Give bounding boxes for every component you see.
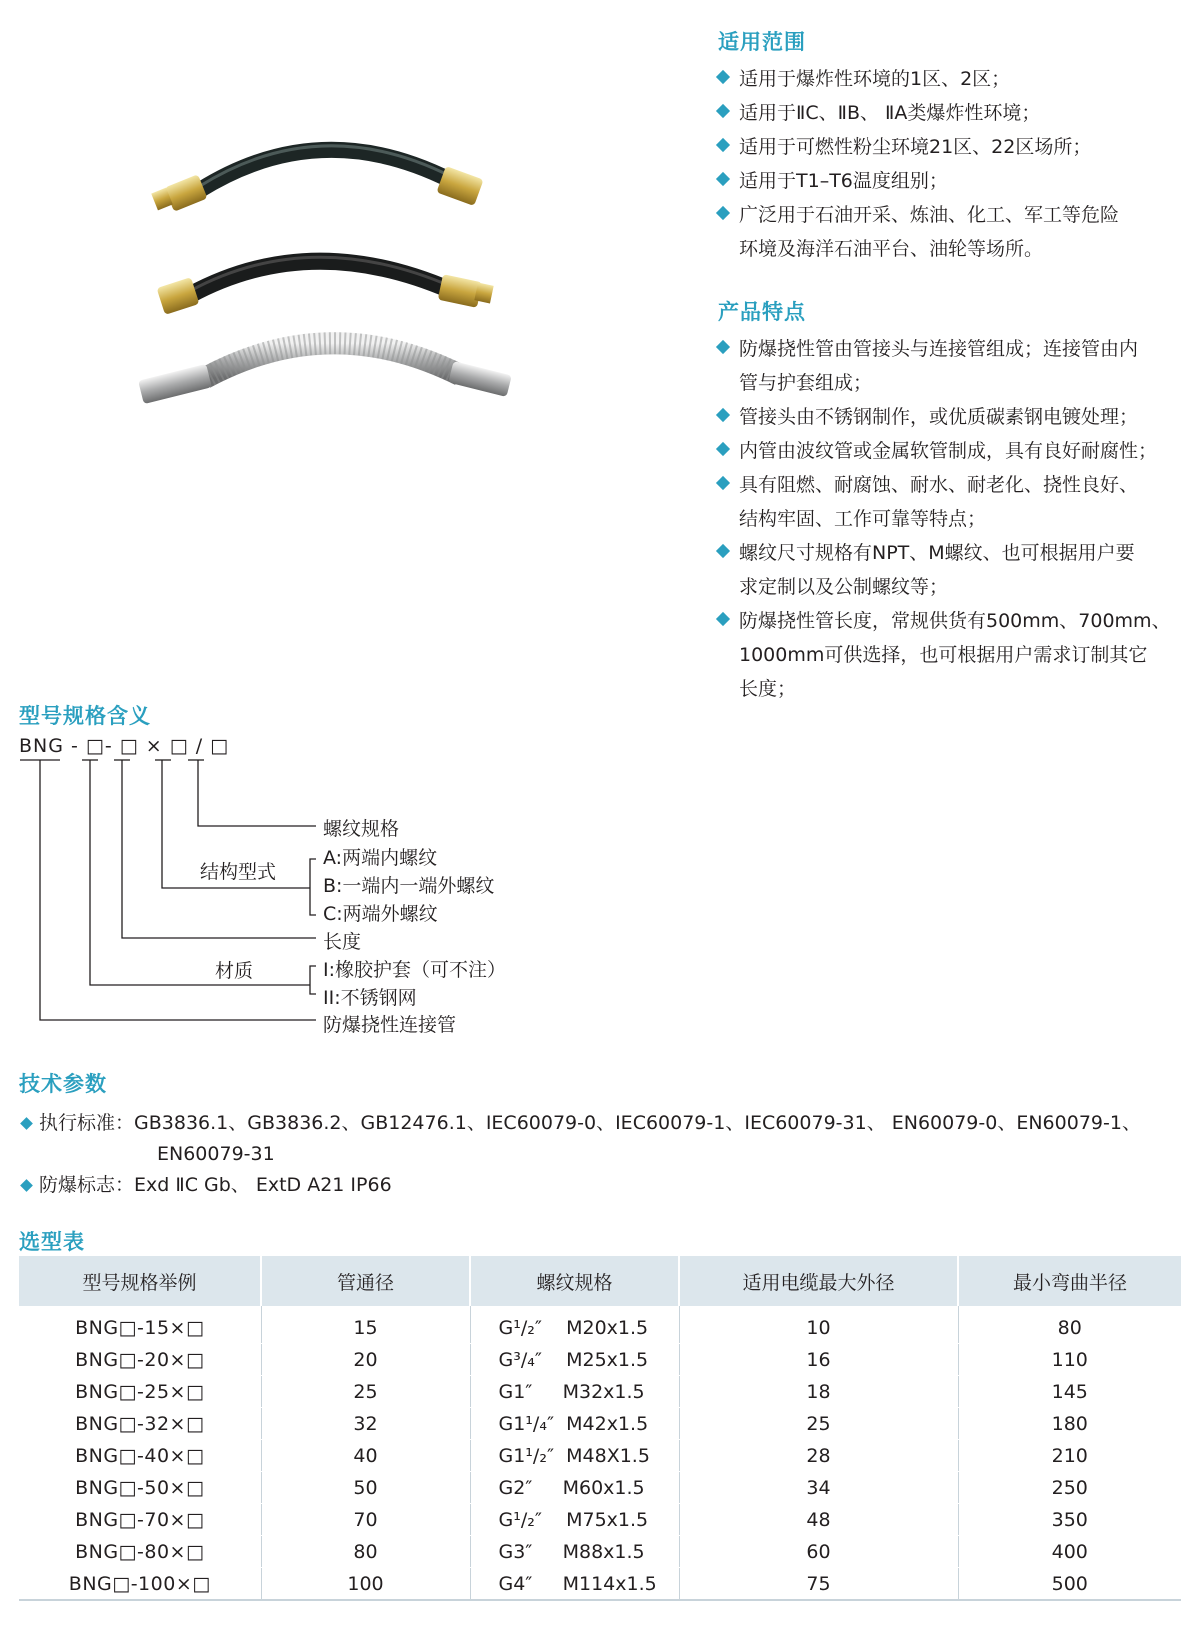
bullet-diamond-icon <box>716 138 730 152</box>
cell-model: BNG□-32×□ <box>19 1408 261 1440</box>
tech-params <box>20 1108 1141 1201</box>
cell-model: BNG□-20×□ <box>19 1344 261 1376</box>
table-row <box>19 1536 1181 1568</box>
feature-item: 螺纹尺寸规格有NPT、M螺纹、也可根据用户要 求定制以及公制螺纹等； <box>718 536 1198 604</box>
cell-model: BNG□-40×□ <box>19 1440 261 1472</box>
model-diagram-lines <box>0 755 340 1035</box>
scope-list <box>718 62 1188 266</box>
bullet-diamond-icon <box>716 612 730 626</box>
model-code: BNG - □- □ × □ / □ <box>19 735 230 757</box>
table-row <box>19 1306 1181 1344</box>
table-row <box>19 1472 1181 1504</box>
table-row <box>19 1376 1181 1408</box>
label-struct-c: C:两端外螺纹 <box>323 903 438 925</box>
cell-thread: G3″ M88x1.5 <box>470 1536 679 1568</box>
cell-thread: G¹/₂″ M20x1.5 <box>470 1306 679 1344</box>
bullet-diamond-icon <box>716 544 730 558</box>
cell-bend-radius: 350 <box>958 1504 1181 1536</box>
cell-model: BNG□-80×□ <box>19 1536 261 1568</box>
scope-item: 广泛用于石油开采、炼油、化工、军工等危险 环境及海洋石油平台、油轮等场所。 <box>718 198 1188 266</box>
product-photo <box>120 110 540 440</box>
cell-cable-od: 75 <box>679 1568 958 1601</box>
cell-model: BNG□-15×□ <box>19 1306 261 1344</box>
bullet-diamond-icon <box>716 340 730 354</box>
scope-item: 适用于ⅡC、ⅡB、 ⅡA类爆炸性环境； <box>718 96 1188 130</box>
cell-bore: 32 <box>261 1408 470 1440</box>
bullet-diamond-icon <box>716 206 730 220</box>
cell-bore: 25 <box>261 1376 470 1408</box>
scope-title: 适用范围 <box>718 30 806 54</box>
cell-bore: 20 <box>261 1344 470 1376</box>
cell-model: BNG□-25×□ <box>19 1376 261 1408</box>
feature-item: 防爆挠性管由管接头与连接管组成；连接管由内 管与护套组成； <box>718 332 1198 400</box>
hose-3 <box>138 343 512 404</box>
scope-item: 适用于爆炸性环境的1区、2区； <box>718 62 1188 96</box>
cell-bend-radius: 145 <box>958 1376 1181 1408</box>
cell-thread: G1″ M32x1.5 <box>470 1376 679 1408</box>
bullet-diamond-icon <box>716 476 730 490</box>
col-header: 型号规格举例 <box>19 1256 261 1306</box>
tech-title: 技术参数 <box>19 1072 107 1096</box>
features-title: 产品特点 <box>718 300 806 324</box>
cell-bore: 15 <box>261 1306 470 1344</box>
cell-bore: 70 <box>261 1504 470 1536</box>
cell-bend-radius: 210 <box>958 1440 1181 1472</box>
table-row <box>19 1504 1181 1536</box>
label-struct-b: B:一端内一端外螺纹 <box>323 875 495 897</box>
label-structure: 结构型式 <box>200 861 277 883</box>
selection-title: 选型表 <box>19 1230 85 1254</box>
cell-thread: G2″ M60x1.5 <box>470 1472 679 1504</box>
cell-thread: G1¹/₄″ M42x1.5 <box>470 1408 679 1440</box>
cell-bend-radius: 400 <box>958 1536 1181 1568</box>
cell-cable-od: 48 <box>679 1504 958 1536</box>
label-struct-a: A:两端内螺纹 <box>323 847 438 869</box>
scope-item: 适用于T1–T6温度组别； <box>718 164 1188 198</box>
feature-item: 内管由波纹管或金属软管制成，具有良好耐腐性； <box>718 434 1198 468</box>
cell-bend-radius: 180 <box>958 1408 1181 1440</box>
hose-2 <box>157 257 494 315</box>
cell-bend-radius: 250 <box>958 1472 1181 1504</box>
bullet-diamond-icon <box>716 442 730 456</box>
cell-bend-radius: 500 <box>958 1568 1181 1601</box>
table-row <box>19 1440 1181 1472</box>
features-list <box>718 332 1198 706</box>
cell-bend-radius: 110 <box>958 1344 1181 1376</box>
cell-model: BNG□-70×□ <box>19 1504 261 1536</box>
col-header: 管通径 <box>261 1256 470 1306</box>
bullet-diamond-icon <box>20 1179 33 1192</box>
feature-item: 具有阻燃、耐腐蚀、耐水、耐老化、挠性良好、 结构牢固、工作可靠等特点； <box>718 468 1198 536</box>
standard-row: 执行标准：GB3836.1、GB3836.2、GB12476.1、IEC60079-0、IEC60079-1、IEC60079-31、 EN60079-0、EN60079-1、 <box>20 1108 1141 1139</box>
cell-cable-od: 18 <box>679 1376 958 1408</box>
cell-cable-od: 34 <box>679 1472 958 1504</box>
cell-model: BNG□-50×□ <box>19 1472 261 1504</box>
bullet-diamond-icon <box>716 172 730 186</box>
table-row <box>19 1408 1181 1440</box>
cell-bend-radius: 80 <box>958 1306 1181 1344</box>
label-mat-2: II:不锈钢网 <box>323 987 417 1009</box>
col-header: 适用电缆最大外径 <box>679 1256 958 1306</box>
cell-bore: 40 <box>261 1440 470 1472</box>
cell-thread: G³/₄″ M25x1.5 <box>470 1344 679 1376</box>
feature-item: 管接头由不锈钢制作，或优质碳素钢电镀处理； <box>718 400 1198 434</box>
cell-thread: G4″ M114x1.5 <box>470 1568 679 1601</box>
cell-cable-od: 16 <box>679 1344 958 1376</box>
mark-row: 防爆标志：Exd ⅡC Gb、 ExtD A21 IP66 <box>20 1170 1141 1201</box>
cell-thread: G¹/₂″ M75x1.5 <box>470 1504 679 1536</box>
cell-bore: 50 <box>261 1472 470 1504</box>
cell-bore: 100 <box>261 1568 470 1601</box>
table-header-row <box>19 1256 1181 1306</box>
label-mat-1: I:橡胶护套（可不注） <box>323 959 507 981</box>
label-product: 防爆挠性连接管 <box>323 1014 457 1036</box>
label-length: 长度 <box>323 931 362 953</box>
label-thread: 螺纹规格 <box>323 818 400 840</box>
scope-item: 适用于可燃性粉尘环境21区、22区场所； <box>718 130 1188 164</box>
cell-model: BNG□-100×□ <box>19 1568 261 1601</box>
standard-row-cont: EN60079-31 <box>157 1143 275 1165</box>
cell-cable-od: 28 <box>679 1440 958 1472</box>
cell-bore: 80 <box>261 1536 470 1568</box>
cell-thread: G1¹/₂″ M48X1.5 <box>470 1440 679 1472</box>
bullet-diamond-icon <box>716 70 730 84</box>
bullet-diamond-icon <box>20 1117 33 1130</box>
label-material: 材质 <box>215 960 254 982</box>
cell-cable-od: 10 <box>679 1306 958 1344</box>
cell-cable-od: 60 <box>679 1536 958 1568</box>
col-header: 螺纹规格 <box>470 1256 679 1306</box>
feature-item: 防爆挠性管长度，常规供货有500mm、700mm、 1000mm可供选择，也可根据用户需求订制其它 长度； <box>718 604 1198 706</box>
model-title: 型号规格含义 <box>19 704 151 728</box>
table-row <box>19 1344 1181 1376</box>
cell-cable-od: 25 <box>679 1408 958 1440</box>
table-row <box>19 1568 1181 1601</box>
hose-1 <box>151 146 483 212</box>
bullet-diamond-icon <box>716 408 730 422</box>
selection-table <box>19 1256 1181 1601</box>
bullet-diamond-icon <box>716 104 730 118</box>
col-header: 最小弯曲半径 <box>958 1256 1181 1306</box>
